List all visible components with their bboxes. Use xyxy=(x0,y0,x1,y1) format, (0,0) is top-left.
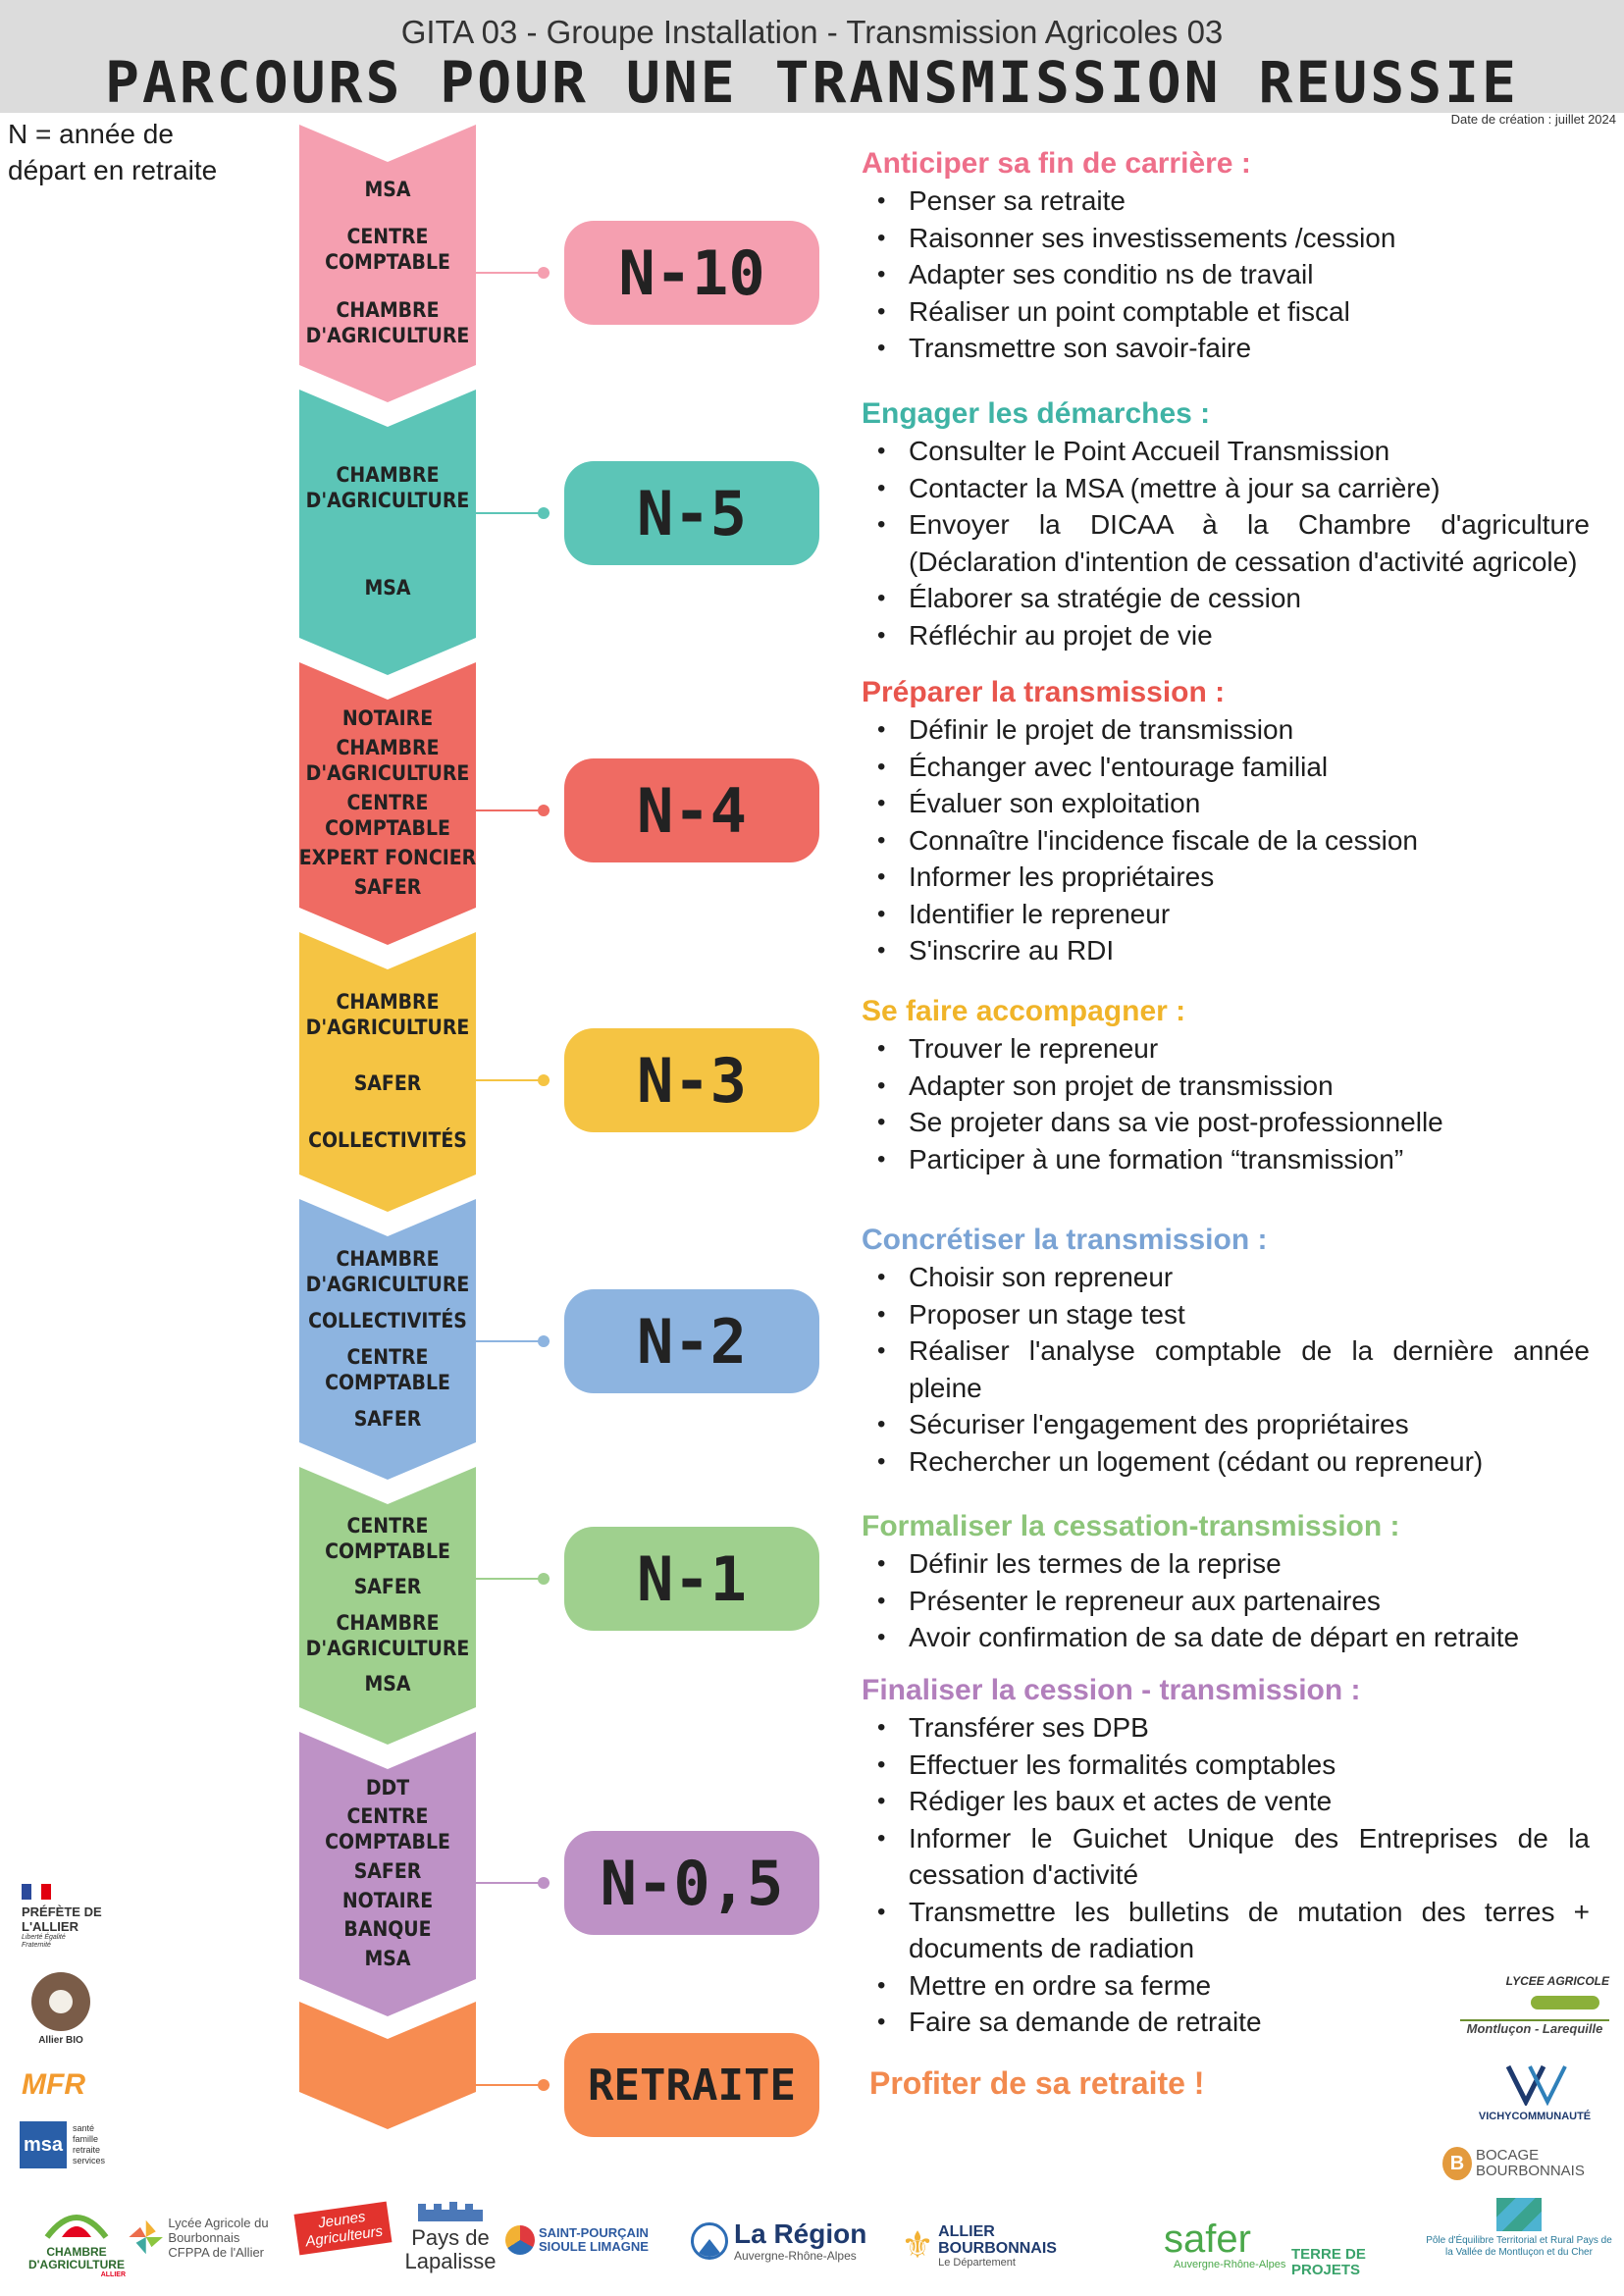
vichy-icon xyxy=(1500,2062,1569,2106)
list-item: • Transmettre les bulletins de mutation des terres + documents de radiation xyxy=(862,1894,1590,1967)
step-pill: N-0,5 xyxy=(564,1831,819,1935)
list-item: • Faire sa demande de retraite xyxy=(862,2004,1590,2041)
list-item: • Envoyer la DICAA à la Chambre d'agriculture (Déclaration d'intention de cessation d'activité agricole) xyxy=(862,506,1590,580)
allier-departement-label: ALLIER BOURBONNAIS xyxy=(938,2223,1057,2257)
connector-dot xyxy=(538,2079,550,2091)
list-item: • Contacter la MSA (mettre à jour sa carrière) xyxy=(862,470,1590,507)
flower-icon xyxy=(31,1972,90,2031)
step-section xyxy=(862,674,1590,969)
step-pill: N-3 xyxy=(564,1028,819,1132)
actor-label: CENTRE COMPTABLE xyxy=(325,1344,450,1394)
list-item: • Réfléchir au projet de vie xyxy=(862,617,1590,654)
list-item: • Rechercher un logement (cédant ou repreneur) xyxy=(862,1443,1590,1481)
vichy-label: VICHYCOMMUNAUTÉ xyxy=(1478,2111,1592,2122)
actor-label: SAFER xyxy=(353,1859,422,1884)
actor-label: MSA xyxy=(364,576,411,600)
pole-icon xyxy=(1496,2198,1542,2231)
prefecture-label: PRÉFÈTE DE L'ALLIER xyxy=(22,1905,102,1934)
logo-region xyxy=(691,2219,892,2263)
step-actors xyxy=(298,166,477,359)
connector-dot xyxy=(538,1074,550,1086)
logo-lycee-agricole xyxy=(1460,1974,1609,2036)
actor-label: CHAMBRE D'AGRICULTURE xyxy=(305,989,470,1039)
list-item: • Rédiger les baux et actes de vente xyxy=(862,1783,1590,1820)
saint-pourcain-icon xyxy=(505,2225,535,2255)
actor-label: NOTAIRE xyxy=(341,1888,434,1912)
terre-label: TERRE DE PROJETS xyxy=(1291,2246,1366,2278)
region-sub-label: Auvergne-Rhône-Alpes xyxy=(734,2249,857,2263)
step-title: Anticiper sa fin de carrière : xyxy=(862,147,1251,180)
list-item: • Choisir son repreneur xyxy=(862,1259,1590,1296)
list-item: • Définir le projet de transmission xyxy=(862,711,1590,749)
list-item: • Adapter son projet de transmission xyxy=(862,1068,1590,1105)
safer-label: safer xyxy=(1164,2218,1251,2261)
step-list xyxy=(862,1545,1590,1656)
list-item: • Transférer ses DPB xyxy=(862,1709,1590,1747)
chambre-label: CHAMBRE D'AGRICULTURE xyxy=(28,2245,125,2271)
connector-dot xyxy=(538,1877,550,1889)
list-item: • Connaître l'incidence fiscale de la cession xyxy=(862,822,1590,860)
lycee-label: LYCEE AGRICOLE xyxy=(1505,1974,1609,1988)
logo-msa xyxy=(20,2121,128,2168)
list-item: • Élaborer sa stratégie de cession xyxy=(862,580,1590,617)
step-section xyxy=(862,1222,1590,1480)
list-item: • Évaluer son exploitation xyxy=(862,785,1590,822)
actor-label: MSA xyxy=(364,1671,411,1696)
actor-label: MSA xyxy=(364,1947,411,1971)
step-actors xyxy=(298,704,477,902)
chambre-sub-label: ALLIER xyxy=(100,2271,126,2278)
list-item: • S'inscrire au RDI xyxy=(862,932,1590,969)
page-title: PARCOURS POUR UNE TRANSMISSION REUSSIE xyxy=(105,49,1519,116)
step-list xyxy=(862,1259,1590,1480)
logo-safer xyxy=(1125,2219,1291,2270)
logo-pole-equilibre xyxy=(1421,2198,1617,2259)
actor-label: CHAMBRE D'AGRICULTURE xyxy=(305,297,470,347)
step-pill: N-1 xyxy=(564,1527,819,1631)
lycee-emblem xyxy=(1460,1988,1609,2021)
list-item: • Penser sa retraite xyxy=(862,183,1590,220)
list-item: • Raisonner ses investissements /cession xyxy=(862,220,1590,257)
msa-tagline: santé famille retraite services xyxy=(73,2123,106,2166)
logo-pays-lapalisse xyxy=(396,2198,504,2273)
actor-label: NOTAIRE xyxy=(341,706,434,730)
list-item: • Trouver le repreneur xyxy=(862,1030,1590,1068)
logo-prefecture xyxy=(22,1884,110,1950)
step-pill: N-5 xyxy=(564,461,819,565)
list-item: • Réaliser un point comptable et fiscal xyxy=(862,293,1590,331)
region-icon xyxy=(691,2222,728,2260)
step-actors xyxy=(298,1240,477,1436)
actor-label: CENTRE COMPTABLE xyxy=(325,1804,450,1854)
mfr-label: MFR xyxy=(22,2068,85,2101)
prefecture-motto: Liberté Égalité Fraternité xyxy=(22,1934,66,1949)
castle-icon xyxy=(416,2198,485,2221)
step-pill: N-10 xyxy=(564,221,819,325)
actor-label: SAFER xyxy=(353,1575,422,1599)
step-actors xyxy=(298,1773,477,1973)
step-pill: N-2 xyxy=(564,1289,819,1393)
jeunes-label: Jeunes Agriculteurs xyxy=(294,2202,393,2256)
logo-allier-departement xyxy=(901,2223,1115,2269)
saint-pourcain-label: SAINT-POURÇAIN SIOULE LIMAGNE xyxy=(539,2225,649,2254)
marianne-icon xyxy=(22,1884,51,1900)
connector-dot xyxy=(538,1573,550,1585)
list-item: • Se projeter dans sa vie post-professionnelle xyxy=(862,1104,1590,1141)
step-section xyxy=(862,993,1590,1177)
actor-label: CENTRE COMPTABLE xyxy=(325,1514,450,1564)
actor-label: DDT xyxy=(365,1775,410,1800)
actor-label: CHAMBRE D'AGRICULTURE xyxy=(305,1610,470,1660)
step-section xyxy=(862,145,1590,367)
allier-bio-label: Allier BIO xyxy=(38,2035,83,2046)
step-pill: N-4 xyxy=(564,758,819,862)
actor-label: SAFER xyxy=(353,1406,422,1431)
final-message: Profiter de sa retraite ! xyxy=(869,2065,1205,2101)
chevron-7 xyxy=(299,2002,476,2129)
logo-terre-de-projets xyxy=(1291,2247,1419,2278)
logo-mfr xyxy=(22,2068,100,2102)
connector-dot xyxy=(538,805,550,816)
list-item: • Échanger avec l'entourage familial xyxy=(862,749,1590,786)
step-title: Engager les démarches : xyxy=(862,397,1211,430)
step-actors xyxy=(298,973,477,1169)
list-item: • Consulter le Point Accueil Transmission xyxy=(862,433,1590,470)
logo-vichy xyxy=(1460,2062,1609,2122)
list-item: • Participer à une formation “transmission” xyxy=(862,1141,1590,1178)
step-title: Finaliser la cession - transmission : xyxy=(862,1674,1361,1706)
list-item: • Informer le Guichet Unique des Entreprises de la cessation d'activité xyxy=(862,1820,1590,1894)
actor-label: BANQUE xyxy=(343,1917,432,1942)
step-title: Préparer la transmission : xyxy=(862,676,1226,708)
step-section xyxy=(862,395,1590,653)
list-item: • Définir les termes de la reprise xyxy=(862,1545,1590,1583)
pinwheel-icon xyxy=(128,2212,164,2263)
step-list xyxy=(862,1030,1590,1177)
connector-dot xyxy=(538,1335,550,1347)
step-title: Se faire accompagner : xyxy=(862,995,1186,1027)
allier-departement-sub-label: Le Département xyxy=(938,2257,1016,2269)
fleur-de-lys-icon: ⚜ xyxy=(901,2225,935,2267)
step-title: Formaliser la cessation-transmission : xyxy=(862,1510,1400,1542)
step-title: Concrétiser la transmission : xyxy=(862,1224,1268,1256)
list-item: • Mettre en ordre sa ferme xyxy=(862,1967,1590,2005)
bocage-label: BOCAGE BOURBONNAIS xyxy=(1476,2147,1585,2179)
list-item: • Réaliser l'analyse comptable de la dernière année pleine xyxy=(862,1332,1590,1406)
actor-label: MSA xyxy=(364,178,411,202)
logo-lycee-bourbonnais xyxy=(128,2212,294,2263)
list-item: • Effectuer les formalités comptables xyxy=(862,1747,1590,1784)
list-item: • Informer les propriétaires xyxy=(862,859,1590,896)
list-item: • Présenter le repreneur aux partenaires xyxy=(862,1583,1590,1620)
list-item: • Transmettre son savoir-faire xyxy=(862,330,1590,367)
list-item: • Sécuriser l'engagement des propriétaires xyxy=(862,1406,1590,1443)
logo-allier-bio xyxy=(22,1972,100,2046)
logo-chambre-agriculture xyxy=(27,2198,126,2278)
lapalisse-label: Pays de Lapalisse xyxy=(404,2225,497,2273)
pole-label: Pôle d'Équilibre Territorial et Rural Pays de la Vallée de Montluçon et du Cher xyxy=(1426,2235,1612,2258)
logo-saint-pourcain xyxy=(505,2225,687,2255)
list-item: • Adapter ses conditio ns de travail xyxy=(862,256,1590,293)
header-subtitle: GITA 03 - Groupe Installation - Transmission Agricoles 03 xyxy=(400,14,1224,50)
cfppa-label: CFPPA de l'Allier xyxy=(168,2244,265,2260)
region-label: La Région xyxy=(734,2218,867,2249)
connector-dot xyxy=(538,267,550,279)
lycee-sub-label: Montluçon - Larequille xyxy=(1466,2021,1603,2036)
logo-jeunes-agriculteurs xyxy=(296,2208,390,2249)
actor-label: COLLECTIVITÉS xyxy=(308,1128,467,1153)
actor-label: SAFER xyxy=(353,1071,422,1096)
actor-label: CHAMBRE D'AGRICULTURE xyxy=(305,462,470,512)
step-list xyxy=(862,183,1590,367)
safer-sub-label: Auvergne-Rhône-Alpes xyxy=(1174,2259,1286,2270)
step-actors xyxy=(298,1508,477,1701)
creation-date: Date de création : juillet 2024 xyxy=(1450,112,1616,127)
bocage-icon: B xyxy=(1442,2147,1472,2180)
msa-mark: msa xyxy=(20,2121,67,2168)
actor-label: CENTRE COMPTABLE xyxy=(325,225,450,275)
actor-label: COLLECTIVITÉS xyxy=(308,1308,467,1332)
list-item: • Avoir confirmation de sa date de départ en retraite xyxy=(862,1619,1590,1656)
actor-label: CHAMBRE D'AGRICULTURE xyxy=(305,736,470,785)
legend-n: N = année de départ en retraite xyxy=(8,119,218,185)
actor-label: CHAMBRE D'AGRICULTURE xyxy=(305,1246,470,1296)
list-item: • Identifier le repreneur xyxy=(862,896,1590,933)
step-list xyxy=(862,711,1590,969)
logo-bocage xyxy=(1442,2147,1609,2180)
step-list xyxy=(862,433,1590,653)
actor-label: CENTRE COMPTABLE xyxy=(325,791,450,840)
list-item: • Proposer un stage test xyxy=(862,1296,1590,1333)
connector-dot xyxy=(538,507,550,519)
actor-label: EXPERT FONCIER xyxy=(298,846,477,869)
step-section xyxy=(862,1508,1590,1656)
step-actors xyxy=(298,431,477,632)
step-pill: RETRAITE xyxy=(564,2033,819,2137)
chambre-icon xyxy=(42,2198,111,2241)
actor-label: SAFER xyxy=(353,875,422,899)
lycee-bourbonnais-label: Lycée Agricole du Bourbonnais xyxy=(168,2215,269,2245)
